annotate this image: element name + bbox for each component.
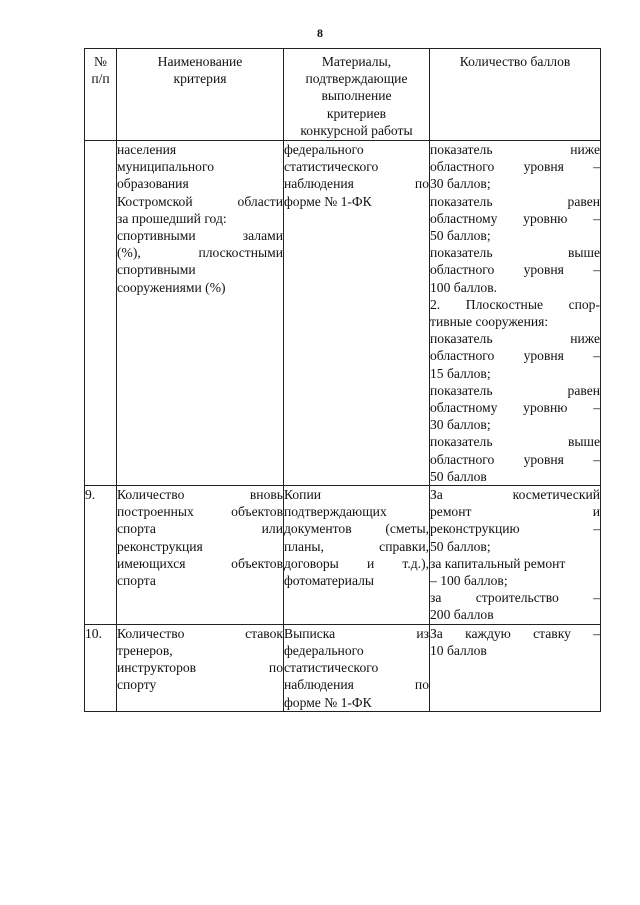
confirming-materials: Копии подтверждающих документов (сметы, планы, справки, договоры и т.д.), фотоматериалы [284, 486, 430, 625]
table-header-row [85, 49, 601, 141]
points: показатель ниже областного уровня – 30 баллов; показатель равен областному уровню – 50 баллов; показатель выше областного уровня – 100 баллов. 2. Плоскостные спор- тивные сооружения: показатель ниже областного уровня – 15 баллов; показатель равен областному уровню – 30 баллов; показатель выше областного уровня – 50 баллов [430, 142, 600, 484]
table-row [85, 624, 601, 711]
criteria-table [84, 48, 601, 712]
header-points: Количество баллов [430, 49, 601, 141]
criterion-name: населения муниципального образования Костромской области за прошедший год: спортивными залами (%), плоскостными спортивными сооружениями (%) [117, 141, 284, 486]
table-row [85, 486, 601, 625]
header-name: Наименование критерия [117, 49, 284, 141]
confirming-materials: Выписка из федерального статистического наблюдения по форме № 1-ФК [284, 625, 429, 710]
row-number [85, 141, 117, 486]
criterion-name: Количество вновь построенных объектов спорта или реконструкция имеющихся объектов спорта [117, 486, 284, 625]
header-materials: Материалы, подтверждающие выполнение критериев конкурсной работы [284, 49, 430, 141]
table-row [85, 141, 601, 486]
confirming-materials: федерального статистического наблюдения по форме № 1-ФК [284, 141, 430, 486]
row-number: 10. [85, 624, 117, 711]
criterion-name: Количество ставок тренеров, инструкторов по спорту [117, 624, 284, 711]
header-num: № п/п [85, 49, 117, 141]
points: За косметический ремонт и реконструкцию – 50 баллов; за капитальный ремонт – 100 баллов; за строительство – 200 баллов [430, 487, 600, 623]
row-number: 9. [85, 486, 117, 625]
points: За каждую ставку – 10 баллов [430, 624, 601, 711]
page-number: 8 [317, 26, 323, 40]
